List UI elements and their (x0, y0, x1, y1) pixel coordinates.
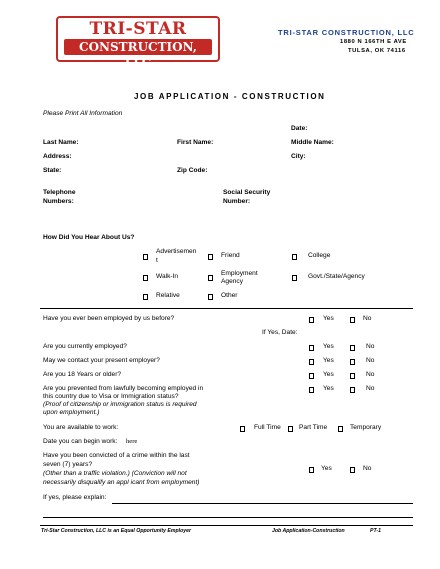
company-address-line1: 1880 N 166TH E AVE (340, 39, 407, 45)
explain-label: If yes, please explain: (43, 494, 107, 501)
start-date-value[interactable]: here (126, 438, 138, 445)
age-question: Are you 18 Years or older? (43, 371, 122, 378)
relative-checkbox[interactable] (143, 294, 148, 300)
date-label: Date: (291, 125, 308, 132)
last-name-label: Last Name: (43, 139, 79, 146)
advertisement-checkbox[interactable] (143, 254, 148, 260)
employed-before-yes-checkbox[interactable] (309, 317, 314, 323)
full-time-checkbox[interactable] (240, 426, 245, 432)
visa-yes-checkbox[interactable] (309, 387, 314, 393)
company-name: TRI-STAR CONSTRUCTION, LLC (278, 28, 415, 37)
zip-code-label: Zip Code: (177, 167, 208, 174)
full-time-label: Full Time (254, 424, 281, 431)
company-logo (56, 16, 220, 70)
contact-employer-no-label: No (366, 357, 375, 364)
if-yes-date-label: If Yes, Date: (262, 329, 298, 336)
conviction-question-line3: (Other than a traffic violation.) (Conviction will not (43, 470, 187, 477)
walk-in-checkbox[interactable] (143, 275, 148, 281)
start-date-question: Date you can begin work: (43, 438, 118, 445)
walk-in-label: Walk-In (156, 273, 179, 280)
friend-checkbox[interactable] (208, 254, 213, 260)
age-yes-checkbox[interactable] (309, 373, 314, 379)
conviction-yes-label: Yes (321, 465, 332, 472)
employed-before-yes-label: Yes (323, 315, 334, 322)
contact-employer-question: May we contact your present employer? (43, 357, 160, 364)
currently-employed-yes-checkbox[interactable] (309, 345, 314, 351)
currently-employed-yes-label: Yes (323, 343, 334, 350)
state-label: State: (43, 167, 62, 174)
telephone-label-line2: Numbers: (43, 198, 74, 205)
conviction-question-line4: necessarily disqualify an appl icant from employment) (43, 479, 200, 486)
age-no-checkbox[interactable] (350, 373, 355, 379)
form-title: JOB APPLICATION - CONSTRUCTION (134, 92, 326, 101)
conviction-no-label: No (363, 465, 372, 472)
employment-agency-label-line2: Agency (221, 278, 243, 285)
conviction-yes-checkbox[interactable] (309, 467, 314, 473)
conviction-question-line1: Have you been convicted of a crime within the last (43, 452, 190, 459)
company-address-line2: TULSA, OK 74116 (348, 48, 406, 54)
contact-employer-yes-label: Yes (323, 357, 334, 364)
currently-employed-no-checkbox[interactable] (350, 345, 355, 351)
employed-before-question: Have you ever been employed by us before? (43, 315, 175, 322)
employed-before-no-label: No (363, 315, 372, 322)
first-name-label: First Name: (177, 139, 214, 146)
friend-label: Friend (221, 252, 240, 259)
part-time-checkbox[interactable] (288, 426, 293, 432)
visa-question-line3: (Proof of citizenship or immigration status is required (43, 401, 197, 408)
temporary-checkbox[interactable] (338, 426, 343, 432)
middle-name-label: Middle Name: (291, 139, 334, 146)
temporary-label: Temporary (350, 424, 382, 431)
visa-question-line1: Are you prevented from lawfully becoming employed in (43, 385, 204, 392)
address-label: Address: (43, 153, 72, 160)
visa-question-line4: upon employment.) (43, 409, 100, 416)
other-checkbox[interactable] (208, 294, 213, 300)
conviction-no-checkbox[interactable] (350, 467, 355, 473)
contact-employer-no-checkbox[interactable] (350, 359, 355, 365)
visa-no-label: No (366, 385, 375, 392)
visa-yes-label: Yes (323, 385, 334, 392)
relative-label: Relative (156, 292, 180, 299)
logo-bottom-text: CONSTRUCTION, LLC (64, 39, 212, 55)
govt-agency-label: Govt./State/Agency (308, 273, 365, 280)
employed-before-no-checkbox[interactable] (350, 317, 355, 323)
visa-no-checkbox[interactable] (350, 387, 355, 393)
employment-agency-checkbox[interactable] (208, 275, 213, 281)
city-label: City: (291, 153, 306, 160)
footer-form-name: Job Application-Construction (272, 528, 345, 534)
employment-agency-label-line1: Employment (221, 270, 258, 277)
explain-line-2[interactable] (43, 517, 413, 518)
conviction-question-line2: seven (7) years? (43, 461, 93, 468)
logo-top-text: TRI-STAR (89, 19, 187, 39)
ssn-label-line1: Social Security (223, 189, 271, 196)
currently-employed-question: Are you currently employed? (43, 343, 127, 350)
contact-employer-yes-checkbox[interactable] (309, 359, 314, 365)
footer-eeo-text: Tri-Star Construction, LLC is an Equal Opportunity Employer (41, 528, 192, 534)
college-checkbox[interactable] (292, 254, 297, 260)
ssn-label-line2: Number: (223, 198, 251, 205)
age-yes-label: Yes (323, 371, 334, 378)
currently-employed-no-label: No (366, 343, 375, 350)
part-time-label: Part Time (299, 424, 328, 431)
section-divider (40, 308, 413, 309)
age-no-label: No (366, 371, 375, 378)
footer-divider (40, 525, 413, 526)
advertisement-label-line2: t (156, 257, 158, 264)
advertisement-label-line1: Advertisemen (156, 248, 197, 255)
college-label: College (308, 252, 331, 259)
govt-agency-checkbox[interactable] (292, 275, 297, 281)
other-label: Other (221, 292, 238, 299)
telephone-label-line1: Telephone (43, 189, 76, 196)
availability-question: You are available to work: (43, 424, 119, 431)
footer-page-code: PT-1 (370, 528, 381, 534)
instruction-text: Please Print All Information (43, 110, 123, 117)
visa-question-line2: this country due to Visa or Immigration status? (43, 393, 179, 400)
hear-about-question: How Did You Hear About Us? (43, 234, 135, 241)
explain-line-1[interactable] (112, 503, 413, 504)
